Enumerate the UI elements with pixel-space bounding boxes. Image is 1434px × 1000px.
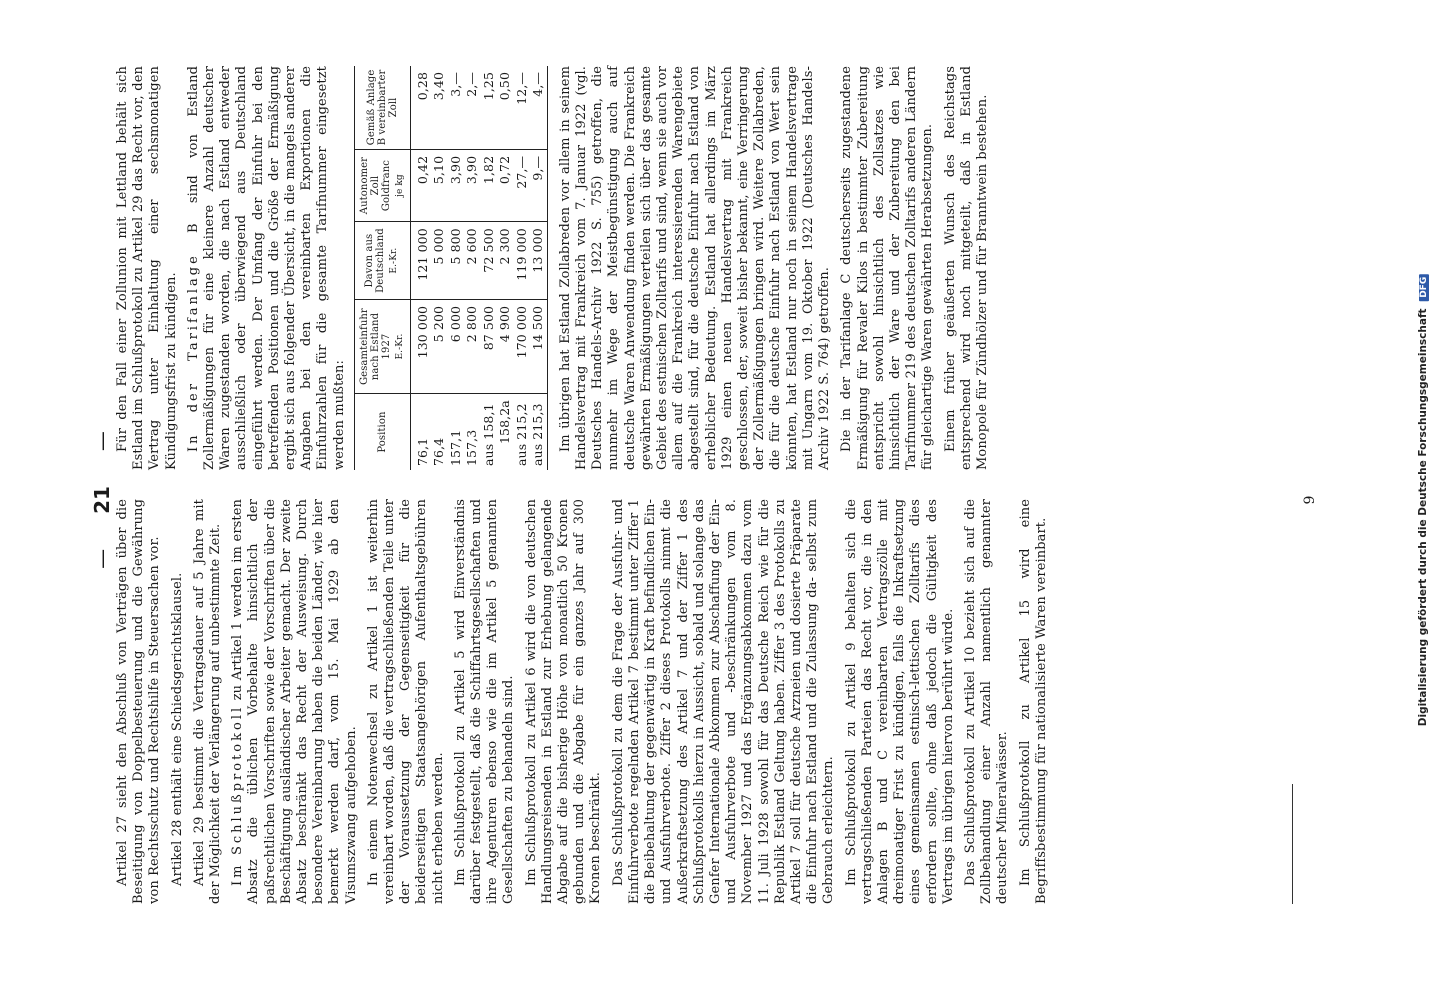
unit-label: E.-Kr. (389, 247, 400, 274)
cell-contract: 0,50 (497, 66, 514, 149)
cell-total: 87 500 (481, 299, 498, 393)
cell-position: 157,1 (447, 429, 463, 466)
paragraph-text: Im übrigen hat Estland Zollabreden vor allem in seinem Handelsvertrag mit Frankreich vom 7. Januar 1922 (vgl. Deutsches Handels-Archiv 1922 S. 755) getroffen, die nunmehr im Wege der Meistbegünstigung auch auf deutsche Waren Anwendung finden werden. Die Frankreich gewährten Ermäßigungen verteilen sich über das gesamte Gebiet des estnischen Zolltarifs und sind, wenn sie auch vor allem auf die Frankreich interessierenden Warengebiete abgestellt sind, für die deutsche Einfuhr nach Estland von erheblicher Bedeutung. Estland hat allerdings im März 1929 einen neuen Handelsvertrag mit Frankreich geschlossen, der, soweit bisher bekannt, eine Verringerung der Zollermäßigungen bringen wird. Weitere Zollabreden, die für die deutsche Einfuhr nach Estland von Wert sein könnten, hat Estland nur noch in seinem Handelsvertrage mit Ungarn vom 19. Oktober 1922 (Deutsches Handels-Archiv 1922 S. 764) getroffen. (557, 66, 833, 470)
paragraph (558, 66, 833, 470)
header-position: Position (354, 394, 410, 470)
paragraph-text: Artikel 28 enthält eine Schiedsgerichtsklausel. (169, 572, 185, 886)
paragraph-text: Im Schlußprotokoll zu Artikel 6 wird die von deutschen Handlungsreisenden in Estland zur Erhebung gelangende Abgabe auf die bisherige Höhe von monatlich 50 Kronen gebunden und die Abgabe für ein ganzes Jahr auf 300 Kronen beschränkt. (523, 499, 604, 904)
cell-germany: 72 500 (481, 222, 498, 300)
cell-total: 2 800 (464, 299, 481, 393)
paragraph (963, 499, 1012, 904)
paragraph (844, 499, 957, 904)
spaced-lead: Im Schlußprotokoll (230, 704, 246, 886)
paragraph (611, 499, 838, 904)
cell-autonomous: 3,90 (464, 149, 481, 221)
paragraph (1018, 499, 1050, 904)
cell-position: aus 215,3 (530, 403, 546, 466)
cell-germany: 119 000 (514, 222, 531, 300)
table-row (514, 66, 531, 470)
paragraph-text: sind von Estland Zollermäßigungen für eine kleinere Anzahl deutscher Waren zugestanden worden, die nach Estland entweder ausschließlich oder überwiegend aus Deutschland eingeführt werden. Der Umfang der Einfuhr bei den betreffenden Positionen und die Größe der Ermäßigung ergibt sich aus folgender Übersicht, in die mangels anderer Angaben bei den vereinbarten Exportionen die Einfuhrzahlen für die gesamte Tarifnummer eingesetzt werden mußten: (185, 66, 347, 470)
paragraph (943, 66, 992, 470)
table-row (448, 66, 465, 470)
page-header (90, 0, 114, 1000)
header-autonomous-duty: Autonomer Zoll Goldfranc je kg (354, 149, 410, 221)
paragraph-text: In einem Notenwechsel zu Artikel 1 ist weiterhin vereinbart worden, daß die vertragschließenden Teile unter der Voraussetzung der Gegenseitigkeit für die beiderseitigen Staatsangehörigen Aufenthaltsgebühren nicht erheben werden. (365, 499, 446, 904)
cell-total: 14 500 (530, 299, 547, 393)
cell-total: 130 000 (410, 299, 431, 393)
paragraph (186, 66, 348, 470)
header-contract-duty: Gemäß Anlage B vereinbarter Zoll (354, 66, 410, 149)
cell-total: 5 200 (431, 299, 448, 393)
paragraph (115, 66, 180, 470)
table-row (410, 66, 431, 470)
footnote-rule (1292, 784, 1293, 904)
cell-contract: 0,28 (410, 66, 431, 149)
paragraph-text: Im Schlußprotokoll zu Artikel 9 behalten sich die vertragschließenden Parteien das Recht vor, die in den Anlagen B und C vereinbarten Vertragszölle mit dreimonatiger Frist zu kündigen, falls die Inkraftsetzung eines gemeinsamen estnisch-lettischen Zolltarifs dies erfordern sollte, ohne daß jedoch die Gültigkeit des Vertrags im übrigen hiervon berührt würde. (843, 499, 956, 904)
paragraph (170, 499, 186, 904)
funding-note (1417, 274, 1429, 726)
cell-position: 157,3 (464, 429, 480, 466)
paragraph-text: zu Artikel 1 werden im ersten Absatz die üblichen Vorbehalte hinsichtlich der paßrechtlichen Vorschriften sowie der Vorschriften über die Beschäftigung ausländischer Arbeiter gemacht. Der zweite Absatz beschränkt das Recht der Ausweisung. Durch besondere Vereinbarung haben die beiden Länder, wie hier bemerkt werden darf, vom 15. Mai 1929 ab den Visumszwang aufgehoben. (230, 499, 359, 904)
header-dash-right: — (90, 431, 114, 452)
paragraph (115, 499, 164, 904)
cell-contract: 1,25 (481, 66, 498, 149)
cell-total: 6 000 (448, 299, 465, 393)
cell-position: 76,1 (414, 437, 430, 466)
cell-contract: 12,— (514, 66, 531, 149)
table-row (464, 66, 481, 470)
cell-autonomous: 0,72 (497, 149, 514, 221)
paragraph (453, 499, 518, 904)
cell-germany: 5 800 (448, 222, 465, 300)
unit-label: E.-Kr. (394, 333, 405, 360)
header-dash-left: — (90, 548, 114, 569)
digitization-sidebar (1412, 0, 1434, 1000)
paragraph-text: Einem früher geäußerten Wunsch des Reichstags entsprechend wird noch mitgeteilt, daß in Estland Monopole für Zündhölzer und für Branntwein bestehen. (942, 66, 990, 470)
paragraph-text: Artikel 27 sieht den Abschluß von Verträgen über die Beseitigung von Doppelbesteuerung und die Gewährung von Rechtsschutz und Rechtshilfe in Steuersachen vor. (115, 499, 163, 904)
cell-germany: 13 000 (530, 222, 547, 300)
cell-contract: 3,40 (431, 66, 448, 149)
paragraph-text: Die in der Tarifanlage C deutscherseits zugestandene Ermäßigung für Revaler Kilos in bestimmter Zubereitung entspricht sowohl hinsichtlich des Zollsatzes wie hinsichtlich der Ware und der Zubereitung den bei Tarifnummer 219 des deutschen Zolltarifs anderen Ländern für gleichartige Waren gewährten Herabsetzungen. (839, 66, 936, 470)
cell-autonomous: 5,10 (431, 149, 448, 221)
funding-text: Digitalisierung gefördert durch die Deutsche Forschungsgemeinschaft (1417, 308, 1429, 727)
cell-autonomous: 27,— (514, 149, 531, 221)
cell-total: 170 000 (514, 299, 531, 393)
cell-germany: 5 000 (431, 222, 448, 300)
paragraph-text: Für den Fall einer Zollunion mit Lettland behält sich Estland im Schlußprotokoll zu Artikel 29 das Recht vor, den Vertrag unter Einhaltung einer sechsmonatigen Kündigungsfrist zu kündigen. (115, 66, 179, 470)
cell-autonomous: 9,— (530, 149, 547, 221)
table-row (497, 66, 514, 470)
cell-position: 158,2a (497, 400, 513, 444)
cell-contract: 2,— (464, 66, 481, 149)
paragraph-text: Das Schlußprotokoll zu Artikel 10 bezieht sich auf die Zollbehandlung einer Anzahl namentlich genannter deutscher Mineralwässer. (962, 499, 1011, 904)
tariff-table (354, 66, 548, 470)
cell-position: aus 158,1 (480, 403, 496, 466)
paragraph-text: Artikel 29 bestimmt die Vertragsdauer auf 5 Jahre mit der Möglichkeit der Verlängerung auf unbestimmte Zeit. (191, 499, 224, 904)
cell-autonomous: 0,42 (410, 149, 431, 221)
page-number-footer: 9 (1302, 495, 1318, 505)
cell-position: 76,4 (431, 437, 447, 466)
paragraph (230, 499, 360, 904)
cell-contract: 3,— (448, 66, 465, 149)
cell-autonomous: 1,82 (481, 149, 498, 221)
paragraph-text: Im Schlußprotokoll zu Artikel 15 wird eine Begriffsbestimmung für nationalisierte Waren vereinbart. (1017, 499, 1049, 904)
cell-total: 4 900 (497, 299, 514, 393)
left-column (115, 499, 1056, 904)
cell-germany: 2 300 (497, 222, 514, 300)
paragraph (839, 66, 936, 470)
table-row (530, 66, 547, 470)
paragraph (524, 499, 605, 904)
paragraph-text: Im Schlußprotokoll zu Artikel 5 wird Einverständnis darüber festgestellt, daß die Schiffahrtsgesellschaften und ihre Agenturen ebenso wie die im Artikel 5 genannten Gesellschaften zu behandeln sind. (452, 499, 517, 904)
cell-position: aus 215,2 (513, 403, 529, 466)
cell-autonomous: 3,90 (448, 149, 465, 221)
paragraph (366, 499, 447, 904)
table-row (481, 66, 498, 470)
cell-germany: 121 000 (410, 222, 431, 300)
cell-contract: 4,— (530, 66, 547, 149)
paragraph (192, 499, 224, 904)
table-row (431, 66, 448, 470)
table-header-row (354, 66, 410, 470)
header-from-germany: Davon aus Deutschland E.-Kr. (354, 222, 410, 300)
right-column (115, 66, 997, 470)
spaced-lead: In der Tarifanlage B (185, 220, 201, 452)
paragraph-text: Das Schlußprotokoll zu dem die Frage der Ausfuhr- und Einfuhrverbote regelnden Artikel 7 bestimmt unter Ziffer 1 die Beibehaltung der gegenwärtig in Kraft befindlichen Ein- und Ausfuhrverbote. Ziffer 2 dieses Protokolls nimmt die Außerkraftsetzung des Artikel 7 und der Ziffer 1 des Schlußprotokolls hierzu in Aussicht, sobald und solange das Genfer Internationale Abkommen zur Abschaffung der Ein- und Ausfuhrverbote und -beschränkungen vom 8. November 1927 und das Ergänzungsabkommen dazu vom 11. Juli 1928 sowohl für das Deutsche Reich wie für die Republik Estland Geltung haben. Ziffer 3 des Protokolls zu Artikel 7 soll für deutsche Arzneien und dosierte Präparate die Einfuhr nach Estland und die Zulassung da- selbst zum Gebrauch erleichtern. (610, 499, 837, 904)
unit-label: je kg (394, 174, 405, 197)
page-number-header: 21 (90, 486, 114, 514)
header-total-import: Gesamteinfuhr nach Estland 1927 E.-Kr. (354, 299, 410, 393)
dfg-logo: DFG (1419, 274, 1429, 301)
cell-germany: 2 600 (464, 222, 481, 300)
